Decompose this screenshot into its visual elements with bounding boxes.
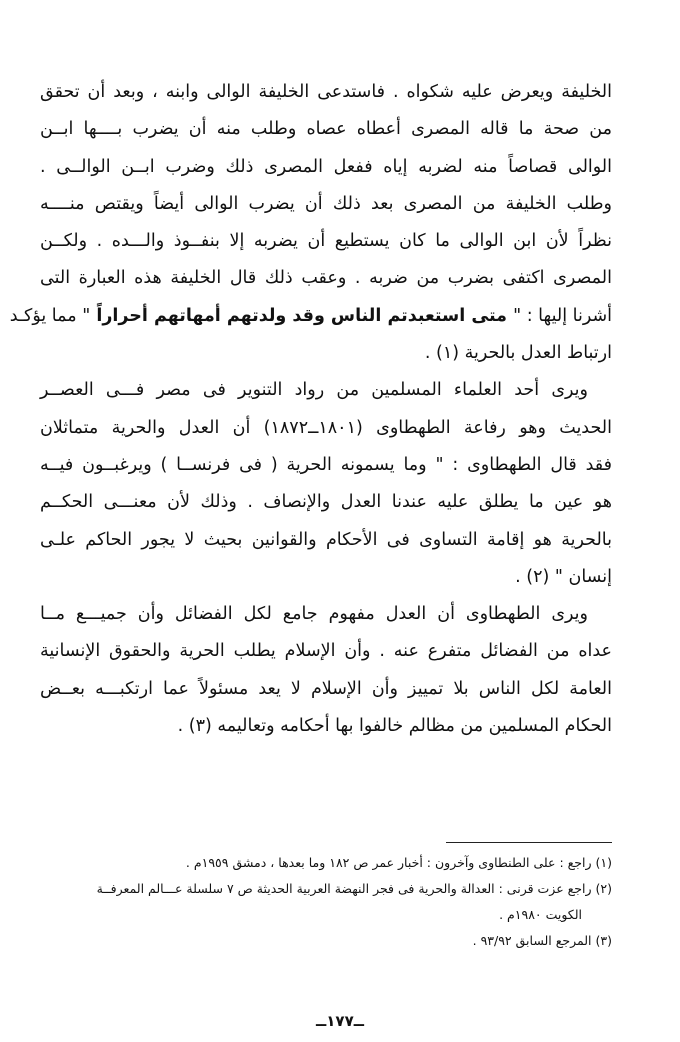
text-line: المصرى اكتفى بضرب من ضربه . وعقب ذلك قال الخليفة هذه العبارة التى (40, 268, 612, 289)
body-text (9, 74, 612, 745)
text-line: هو عين ما يطلق عليه عندنا العدل والإنصاف . وذلك لأن معنـــى الحكــم (40, 492, 612, 513)
footnote-divider (446, 842, 612, 843)
footnote-continuation: الكويت ١٩٨٠م . (499, 907, 582, 922)
text-line-last: إنسان " (٢) . (515, 566, 612, 587)
quote-line (9, 298, 612, 335)
footnotes (40, 850, 612, 954)
page-number: ــ١٧٧ــ (316, 1012, 364, 1030)
footnote: (٢) راجع عزت قرنى : العدالة والحرية فى فجر النهضة العربية الحديثة ص ٧ سلسلة عـــالم المعرفــة (96, 881, 612, 896)
text-line: ويرى الطهطاوى أن العدل مفهوم جامع لكل الفضائل وأن جميـــع مــا (40, 604, 588, 625)
text-line: فقد قال الطهطاوى : " وما يسمونه الحرية ( فى فرنســا ) ويرغبــون فيــه (40, 454, 612, 475)
footnote: (١) راجع : على الطنطاوى وآخرون : أخبار عمر ص ١٨٢ وما بعدها ، دمشق ١٩٥٩م . (185, 855, 612, 870)
text-line: نظراً لأن ابن الوالى ما كان يستطيع أن يضربه إلا بنفــوذ والـــده . ولكــن (40, 231, 612, 252)
text-line: العامة لكل الناس بلا تمييز وأن الإسلام لا يعد مسئولاً عما ارتكبـــه بعــض (40, 678, 612, 699)
text-line: الخليفة ويعرض عليه شكواه . فاستدعى الخليفة الوالى وابنه ، وبعد أن تحقق (40, 82, 612, 102)
text-line: عداه من الفضائل متفرع عنه . وأن الإسلام يطلب الحرية والحقوق الإنسانية (40, 641, 612, 662)
quote-tail-text: " مما يؤكـد (9, 305, 91, 326)
text-line: الحديث وهو رفاعة الطهطاوى (١٨٠١ــ١٨٧٢) أن العدل والحرية متماثلان (40, 417, 612, 438)
text-line-last: الحكام المسلمين من مظالم خالفوا بها أحكامه وتعاليمه (٣) . (177, 716, 612, 737)
footnote: (٣) المرجع السابق ٩٣/٩٢ . (472, 933, 612, 948)
text-line: وطلب الخليفة من المصرى بعد ذلك أن يضرب الوالى أيضاً ويقتص منــــه (40, 193, 612, 214)
text-line: ويرى أحد العلماء المسلمين من رواد التنوير فى مصر فـــى العصــر (40, 380, 588, 401)
text-line-last: ارتباط العدل بالحرية (١) . (424, 343, 612, 364)
text-line: من صحة ما قاله المصرى أعطاه عصاه وطلب منه أن يضرب بــــها ابــن (40, 119, 612, 140)
text-line: الوالى قصاصاً منه لضربه إياه ففعل المصرى ذلك وضرب ابــن الوالــى . (40, 156, 612, 177)
quote-lead-text: أشرنا إليها : " (513, 305, 612, 326)
bold-quote: متى استعبدتم الناس وقد ولدتهم أمهاتهم أحراراً (90, 305, 514, 326)
text-line: بالحرية هو إقامة التساوى فى الأحكام والقوانين بحيث لا يجور الحاكم علـى (40, 529, 612, 550)
